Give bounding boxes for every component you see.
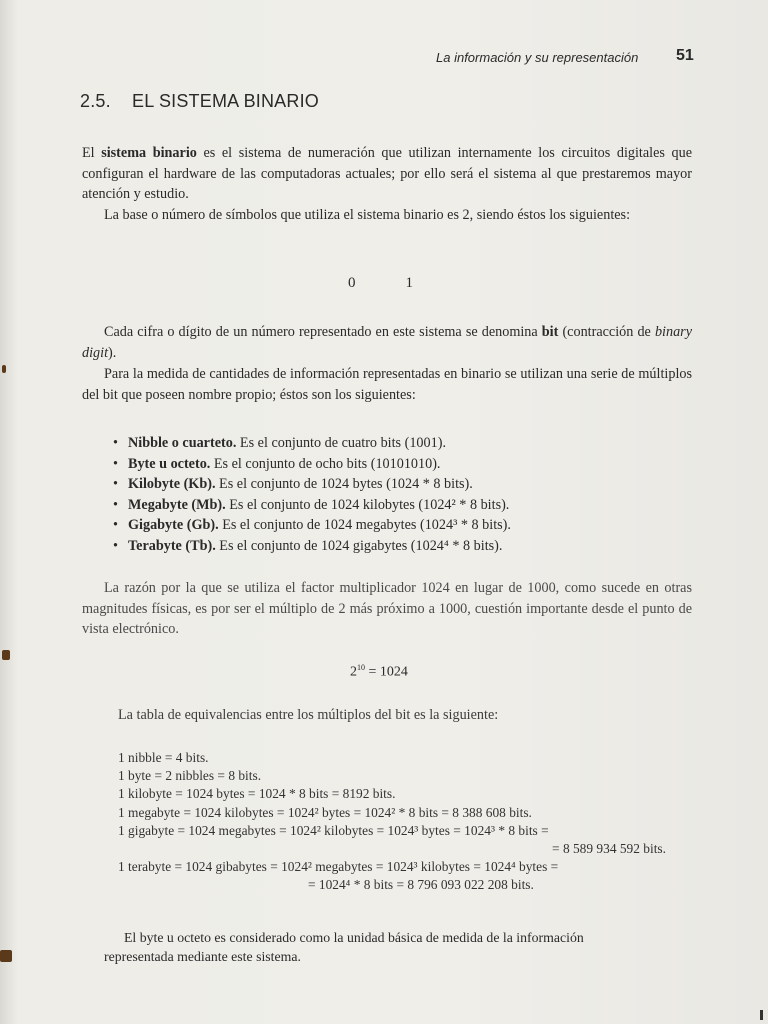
equivalence-nibble: 1 nibble = 4 bits. — [118, 750, 209, 765]
list-item-term: Terabyte (Tb). — [128, 537, 216, 554]
list-item-term: Megabyte (Mb). — [128, 496, 226, 513]
intro-paragraph-1 — [82, 143, 692, 205]
final-paragraph — [104, 928, 670, 966]
equivalence-terabyte: 1 terabyte = 1024 gibabytes = 1024² megabytes = 1024³ kilobytes = 1024⁴ bytes = — [118, 859, 559, 875]
margin-mark — [2, 365, 6, 373]
bit-lead-text: Cada cifra o dígito de un número representado en este sistema se denomina — [104, 324, 542, 340]
bit-mid-text: (contracción de — [558, 324, 655, 340]
intro-paragraph-2: La base o número de símbolos que utiliza el sistema binario es 2, siendo éstos los siguientes: — [104, 207, 631, 223]
bit-paragraph — [82, 322, 692, 363]
list-item — [113, 495, 511, 516]
equivalence-byte: 1 byte = 2 nibbles = 8 bits. — [118, 768, 262, 784]
digit-one: 1 — [405, 275, 413, 291]
multiples-intro-paragraph: Para la medida de cantidades de información representadas en binario se utilizan una serie de múltiplos del bit que poseen nombre propio; éstos son los siguientes: — [82, 366, 692, 403]
bit-term: bit — [541, 324, 559, 340]
list-item — [113, 515, 511, 536]
margin-mark — [760, 1010, 763, 1020]
section-number: 2.5. — [80, 91, 111, 111]
formula-exponent: 10 — [357, 663, 365, 672]
list-item-text: Es el conjunto de 1024 bytes (1024 * 8 bits). — [215, 476, 473, 492]
binary-digits — [348, 275, 463, 292]
list-item — [113, 536, 511, 557]
list-item-text: Es el conjunto de 1024 gigabytes (1024⁴ * 8 bits). — [215, 537, 503, 554]
list-item-term: Byte u octeto. — [128, 455, 211, 472]
bit-end-text: ). — [108, 344, 117, 361]
equivalence-table — [118, 749, 678, 895]
margin-mark — [0, 950, 12, 962]
running-header-title: La información y su representación — [436, 50, 639, 65]
list-item-text: Es el conjunto de cuatro bits (1001). — [236, 435, 446, 451]
section-heading — [80, 91, 319, 112]
multiples-list — [113, 433, 511, 556]
list-item-term: Nibble o cuarteto. — [128, 435, 237, 451]
intro-body-text: es el sistema de numeración que utilizan internamente los circuitos digitales que configuran el hardware de las computadoras actuales; por ello será el sistema al que prestaremos mayor atención y estudio. — [82, 145, 692, 202]
page-number: 51 — [676, 47, 694, 64]
formula-base: 2 — [350, 664, 357, 680]
list-item-text: Es el conjunto de 1024 kilobytes (1024² * 8 bits). — [225, 496, 510, 513]
final-paragraph-line-2: representada mediante este sistema. — [104, 949, 301, 964]
margin-mark — [2, 650, 10, 660]
binary-digit-italic: binary digit — [82, 324, 692, 361]
formula — [350, 663, 408, 681]
list-item-text: Es el conjunto de 1024 megabytes (1024³ * 8 bits). — [218, 517, 511, 533]
digit-zero: 0 — [348, 275, 356, 291]
list-item — [113, 454, 511, 475]
table-intro: La tabla de equivalencias entre los múltiplos del bit es la siguiente: — [118, 707, 499, 723]
list-item-text: Es el conjunto de ocho bits (10101010). — [210, 455, 441, 472]
final-paragraph-line-1: El byte u octeto es considerado como la unidad básica de medida de la información — [124, 930, 584, 945]
section-title: EL SISTEMA BINARIO — [132, 91, 319, 111]
intro-lead-text: El — [82, 145, 102, 161]
equivalence-megabyte: 1 megabyte = 1024 kilobytes = 1024² bytes = 1024² * 8 bits = 8 388 608 bits. — [118, 804, 532, 820]
list-item — [113, 433, 511, 454]
reason-paragraph: La razón por la que se utiliza el factor multiplicador 1024 en lugar de 1000, como sucede en otras magnitudes físicas, es por ser el múltiplo de 2 más próximo a 1000, cuestión importante desde el punto de vista electrónico. — [82, 580, 692, 637]
equivalence-terabyte-continued: = 1024⁴ * 8 bits = 8 796 093 022 208 bits. — [308, 877, 534, 893]
list-item-term: Gigabyte (Gb). — [128, 517, 219, 533]
list-item — [113, 474, 511, 495]
intro-term: sistema binario — [101, 145, 197, 161]
equivalence-gigabyte: 1 gigabyte = 1024 megabytes = 1024² kilobytes = 1024³ bytes = 1024³ * 8 bits = — [118, 822, 549, 838]
equivalence-gigabyte-continued: = 8 589 934 592 bits. — [552, 841, 666, 857]
list-item-term: Kilobyte (Kb). — [128, 476, 216, 492]
equivalence-kilobyte: 1 kilobyte = 1024 bytes = 1024 * 8 bits = 8192 bits. — [118, 786, 396, 802]
formula-result: = 1024 — [365, 664, 408, 680]
